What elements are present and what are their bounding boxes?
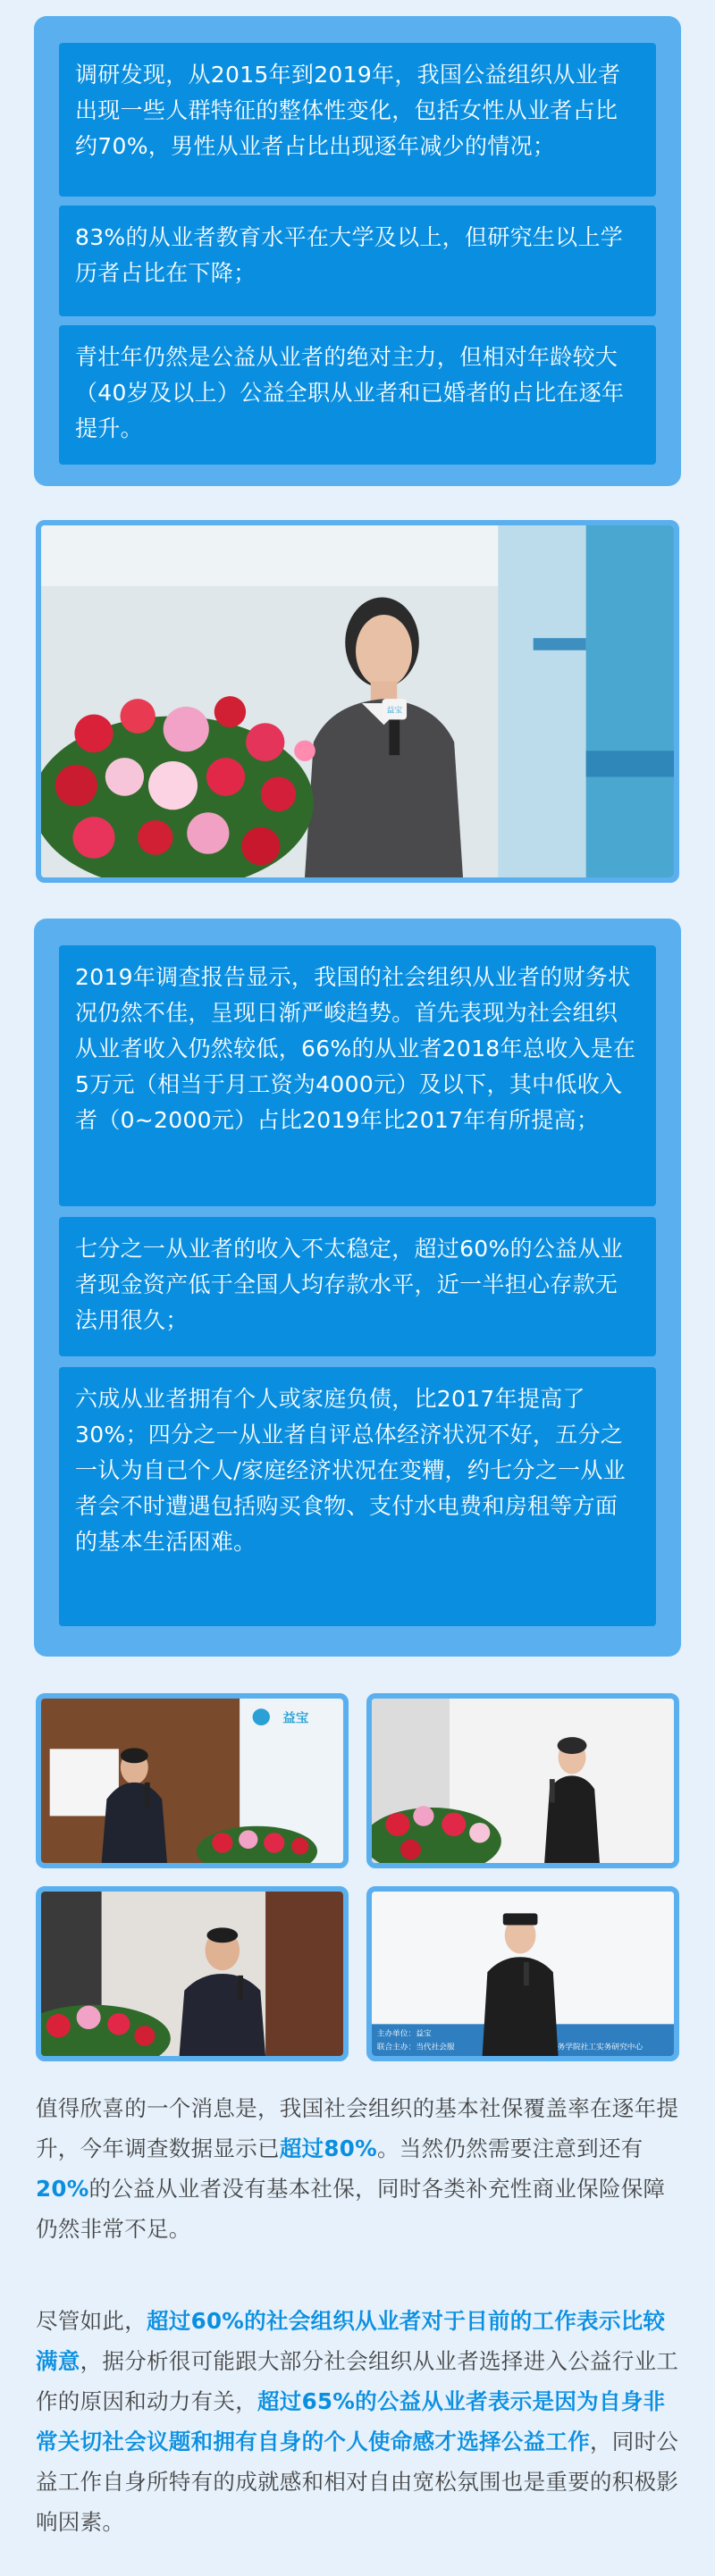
speaker-photo-image	[41, 525, 674, 877]
organizer-line-1: 主办单位：益宝	[376, 2029, 432, 2039]
finding-text: 青壮年仍然是公益从业者的绝对主力，但相对年龄较大（40岁及以上）公益全职从业者和已婚者的占比在逐年提升。	[75, 344, 625, 441]
highlight-coverage: 超过80%	[279, 2135, 377, 2161]
speaker-photo-1-image	[41, 1699, 343, 1863]
summary-panel-2	[34, 919, 681, 1657]
paragraph-text: 尽管如此，	[36, 2308, 147, 2334]
paragraph-text: ，同时公益工作自身所特有的成就感和相对自由宽松氛围也是重要的积极影响因素。	[36, 2429, 679, 2535]
speaker-photo-3	[36, 1886, 349, 2061]
paragraph-text: 值得欣喜的一个消息是，我国社会组织的基本社保覆盖率在逐年提升，今年调查数据显示已	[36, 2095, 679, 2161]
paragraph-text: 的公益从业者没有基本社保，同时各类补充性商业保险保障仍然非常不足。	[36, 2176, 666, 2242]
speaker-photo-2-image	[372, 1699, 674, 1863]
finding-box-education	[59, 206, 656, 316]
highlight-motivation: 超过65%的公益从业者表示是因为自身非常关切社会议题和拥有自身的个人使命感才选择公益工作	[36, 2388, 666, 2454]
finding-text: 六成从业者拥有个人或家庭负债，比2017年提高了30%；四分之一从业者自评总体经济状况不好，五分之一认为自己个人/家庭经济状况在变糟，约七分之一从业者会不时遭遇包括购买食物、支付水电费和房租等方面的基本生活困难。	[75, 1386, 626, 1555]
summary-panel-1	[34, 16, 681, 486]
finding-box-gender	[59, 43, 656, 197]
paragraph-text: ，据分析很可能跟大部分社会组织从业者选择进入公益行业工作的原因和动力有关，	[36, 2348, 679, 2414]
speaker-photo-main	[36, 520, 679, 883]
organizer-line-2: 联合主办：当代社会服	[376, 2043, 455, 2052]
paragraph-text: 。当然仍然需要注意到还有	[376, 2135, 644, 2161]
highlight-satisfaction: 超过60%的社会组织从业者对于目前的工作表示比较满意	[36, 2308, 666, 2374]
speaker-photo-3-image	[41, 1892, 343, 2056]
finding-text: 2019年调查报告显示，我国的社会组织从业者的财务状况仍然不佳，呈现日渐严峻趋势。首先表现为社会组织从业者收入仍然较低，66%的从业者2018年总收入是在5万元（相当于月工资为4000元）及以下，其中低收入者（0~2000元）占比2019年比2017年有所提高；	[75, 964, 636, 1133]
speaker-photo-2	[366, 1693, 679, 1868]
mic-logo-text: 益宝	[386, 706, 403, 716]
finding-box-income-stability	[59, 1217, 656, 1356]
finding-box-finance	[59, 945, 656, 1206]
finding-text: 83%的从业者教育水平在大学及以上，但研究生以上学历者占比在下降；	[75, 224, 624, 286]
logo-text: 益宝	[282, 1711, 309, 1726]
finding-box-age	[59, 325, 656, 465]
finding-text: 七分之一从业者的收入不太稳定，超过60%的公益从业者现金资产低于全国人均存款水平，近一半担心存款无法用很久；	[75, 1236, 624, 1333]
finding-box-debt	[59, 1367, 656, 1626]
speaker-photo-4	[366, 1886, 679, 2061]
finding-text: 调研发现，从2015年到2019年，我国公益组织从业者出现一些人群特征的整体性变化，包括女性从业者占比约70%，男性从业者占比出现逐年减少的情况；	[75, 62, 621, 159]
organizer-line-3: 务学院社工实务研究中心	[557, 2043, 644, 2052]
speaker-photo-1	[36, 1693, 349, 1868]
paragraph-satisfaction	[36, 2301, 681, 2542]
paragraph-social-security	[36, 2088, 681, 2249]
highlight-uncovered: 20%	[36, 2176, 89, 2202]
speaker-photo-4-image	[372, 1892, 674, 2056]
